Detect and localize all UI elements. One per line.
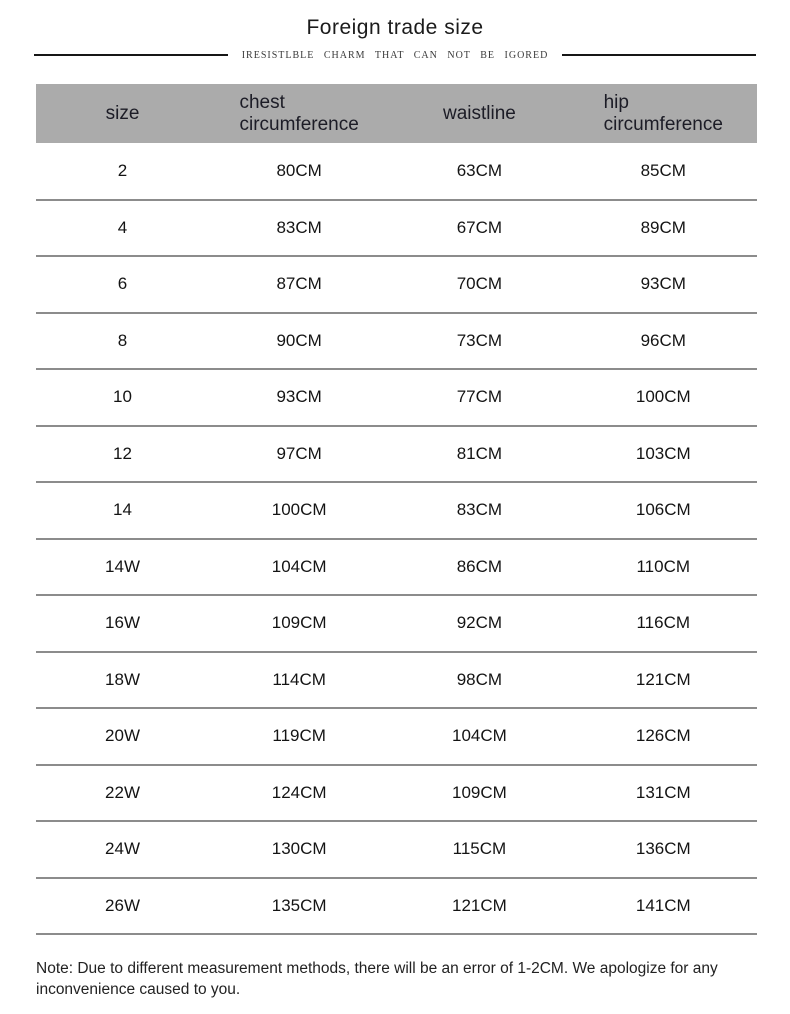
table-cell: 96CM (640, 330, 686, 350)
table-row (36, 821, 757, 878)
size-table-body (36, 143, 757, 934)
table-row (36, 539, 757, 596)
table-cell: 77CM (456, 387, 503, 407)
table-cell: 20W (105, 726, 140, 746)
table-cell: 100CM (635, 387, 691, 407)
subtitle-divider-right (562, 54, 756, 56)
table-cell: 86CM (456, 556, 503, 576)
table-cell: 83CM (456, 500, 503, 520)
table-cell: 121CM (452, 895, 507, 915)
page-title: Foreign trade size (306, 16, 484, 39)
column-header-waistline-label: waistline (442, 102, 516, 124)
table-cell: 85CM (640, 160, 686, 180)
column-header-chest-line1: chest (239, 91, 285, 113)
table-cell: 104CM (271, 556, 327, 576)
table-cell: 73CM (456, 330, 503, 350)
column-header-hip-line1: hip (603, 91, 629, 113)
table-cell: 136CM (635, 839, 691, 859)
table-cell: 26W (105, 895, 140, 915)
column-header-chest (209, 84, 389, 143)
table-cell: 67CM (456, 217, 503, 237)
table-cell: 106CM (635, 500, 691, 520)
table-row (36, 652, 757, 709)
table-row (36, 369, 757, 426)
table-row (36, 765, 757, 822)
column-header-hip (570, 84, 757, 143)
table-cell: 92CM (456, 613, 503, 633)
table-cell: 121CM (635, 669, 691, 689)
table-cell: 131CM (635, 782, 691, 802)
column-header-size (36, 84, 209, 143)
table-cell: 90CM (276, 330, 322, 350)
table-cell: 93CM (640, 274, 686, 294)
column-header-hip-line2: circumference (603, 113, 723, 135)
table-row (36, 200, 757, 257)
table-cell: 126CM (635, 726, 691, 746)
table-cell: 22W (105, 782, 140, 802)
table-cell: 97CM (276, 443, 322, 463)
table-cell: 12 (113, 443, 132, 463)
table-cell: 93CM (276, 387, 322, 407)
table-cell: 115CM (452, 839, 507, 859)
table-cell: 6 (117, 274, 128, 294)
table-cell: 141CM (635, 895, 691, 915)
table-cell: 130CM (271, 839, 327, 859)
subtitle-divider-left (34, 54, 228, 56)
size-table (36, 84, 757, 935)
table-cell: 18W (105, 669, 140, 689)
table-cell: 63CM (456, 160, 503, 180)
table-cell: 109CM (452, 782, 507, 802)
table-cell: 83CM (276, 217, 322, 237)
table-cell: 98CM (456, 669, 503, 689)
table-cell: 80CM (276, 160, 322, 180)
subtitle (34, 48, 756, 62)
table-cell: 10 (113, 387, 132, 407)
table-cell: 119CM (272, 726, 326, 746)
table-cell: 81CM (456, 443, 503, 463)
table-row (36, 708, 757, 765)
table-cell: 16W (105, 613, 140, 633)
table-cell: 114CM (272, 669, 326, 689)
size-table-header (36, 84, 757, 143)
subtitle-text: IRESISTLBLE CHARM THAT CAN NOT BE IGORED (241, 49, 549, 61)
table-cell: 110CM (636, 556, 691, 576)
table-cell: 87CM (276, 274, 322, 294)
table-row (36, 143, 757, 200)
table-cell: 89CM (640, 217, 686, 237)
table-cell: 4 (117, 217, 128, 237)
table-cell: 109CM (271, 613, 327, 633)
note-text: Note: Due to different measurement methods, there will be an error of 1-2CM. We apologize for any inconvenience caused to you. (36, 960, 718, 998)
table-row (36, 256, 757, 313)
table-row (36, 878, 757, 935)
table-row (36, 426, 757, 483)
table-cell: 14 (113, 500, 132, 520)
table-cell: 104CM (452, 726, 507, 746)
table-cell: 8 (117, 330, 128, 350)
table-cell: 24W (105, 839, 140, 859)
table-cell: 2 (117, 160, 128, 180)
table-cell: 116CM (636, 613, 691, 633)
column-header-chest-line2: circumference (239, 113, 359, 135)
table-row (36, 595, 757, 652)
table-cell: 124CM (271, 782, 327, 802)
table-cell: 100CM (271, 500, 327, 520)
column-header-waistline (389, 84, 569, 143)
table-cell: 14W (105, 556, 140, 576)
header-row (36, 84, 757, 143)
table-cell: 103CM (635, 443, 691, 463)
table-cell: 135CM (271, 895, 327, 915)
table-row (36, 313, 757, 370)
column-header-size-label: size (105, 102, 140, 124)
table-cell: 70CM (456, 274, 503, 294)
table-row (36, 482, 757, 539)
